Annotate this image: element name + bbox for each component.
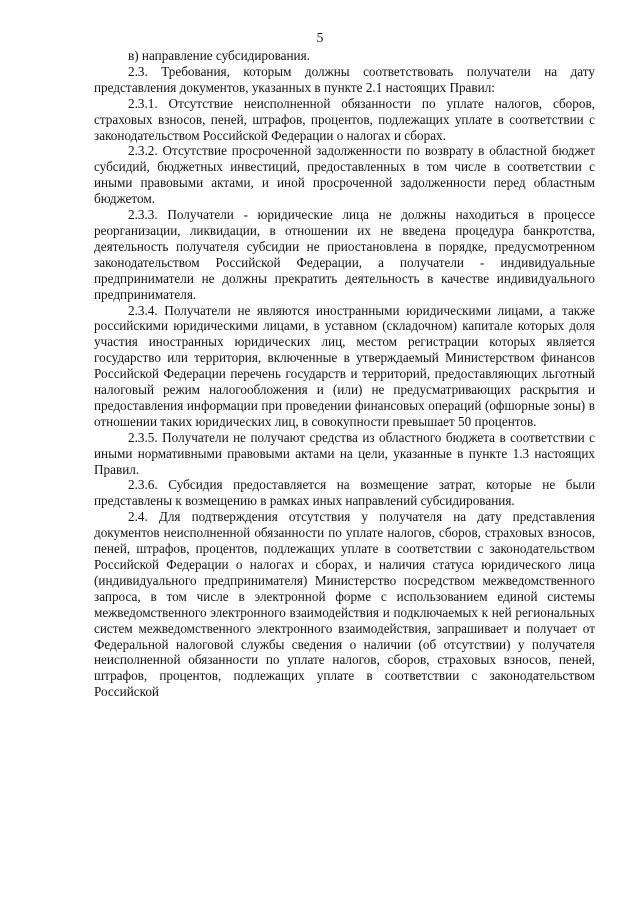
paragraph-2-3-2: 2.3.2. Отсутствие просроченной задолженности по возврату в областной бюджет субсидий, бюджетных инвестиций, предоставленных в том числе в соответствии с иными правовыми актами, и иной просроченной задолженности перед областным бюджетом. xyxy=(94,143,595,207)
page-number: 5 xyxy=(316,30,324,45)
paragraph-2-3-5: 2.3.5. Получатели не получают средства из областного бюджета в соответствии с иными нормативными правовыми актами на цели, указанные в пункте 1.3 настоящих Правил. xyxy=(94,429,595,477)
paragraph-2-3: 2.3. Требования, которым должны соответствовать получатели на дату представления документов, указанных в пункте 2.1 настоящих Правил: xyxy=(94,63,595,95)
paragraph-2-3-3: 2.3.3. Получатели - юридические лица не должны находиться в процессе реорганизации, ликвидации, в отношении их не введена процедура банкротства, деятельность получателя субсидии не приостановлена в порядке, предусмотренном законодательством Российской Федерации, а получатели - индивидуальные предприниматели не должны прекратить деятельность в качестве индивидуального предпринимателя. xyxy=(94,207,595,302)
paragraph-2-3-6: 2.3.6. Субсидия предоставляется на возмещение затрат, которые не были представлены к возмещению в рамках иных направлений субсидирования. xyxy=(94,477,595,509)
paragraph-2-4: 2.4. Для подтверждения отсутствия у получателя на дату представления документов неисполненной обязанности по уплате налогов, сборов, страховых взносов, пеней, штрафов, процентов, подлежащих уплате в соответствии с законодательством Российской Федерации о налогах и сборах, и наличия статуса юридического лица (индивидуального предпринимателя) Министерство посредством межведомственного запроса, в том числе в электронной форме с использованием единой системы межведомственного электронного взаимодействия и подключаемых к ней региональных систем межведомственного электронного взаимодействия, запрашивает и получает от Федеральной налоговой службы сведения о наличии (об отсутствии) у получателя неисполненной обязанности по уплате налогов, сборов, страховых взносов, пеней, штрафов, процентов, подлежащих уплате в соответствии с законодательством Российской xyxy=(94,509,595,700)
paragraph-subsidy-direction: в) направление субсидирования. xyxy=(128,48,310,63)
paragraph-2-3-4: 2.3.4. Получатели не являются иностранными юридическими лицами, а также российскими юридическими лицами, в уставном (складочном) капитале которых доля участия иностранных юридических лиц, местом регистрации которых является государство или территория, включенные в утверждаемый Министерством финансов Российской Федерации перечень государств и территорий, предоставляющих льготный налоговый режим налогообложения и (или) не предусматривающих раскрытия и предоставления информации при проведении финансовых операций (офшорные зоны) в отношении таких юридических лиц, в совокупности превышает 50 процентов. xyxy=(94,302,595,429)
paragraph-2-3-1: 2.3.1. Отсутствие неисполненной обязанности по уплате налогов, сборов, страховых взносов, пеней, штрафов, процентов, подлежащих уплате в соответствии с законодательством Российской Федерации о налогах и сборах. xyxy=(94,95,595,143)
document-body xyxy=(94,48,595,700)
